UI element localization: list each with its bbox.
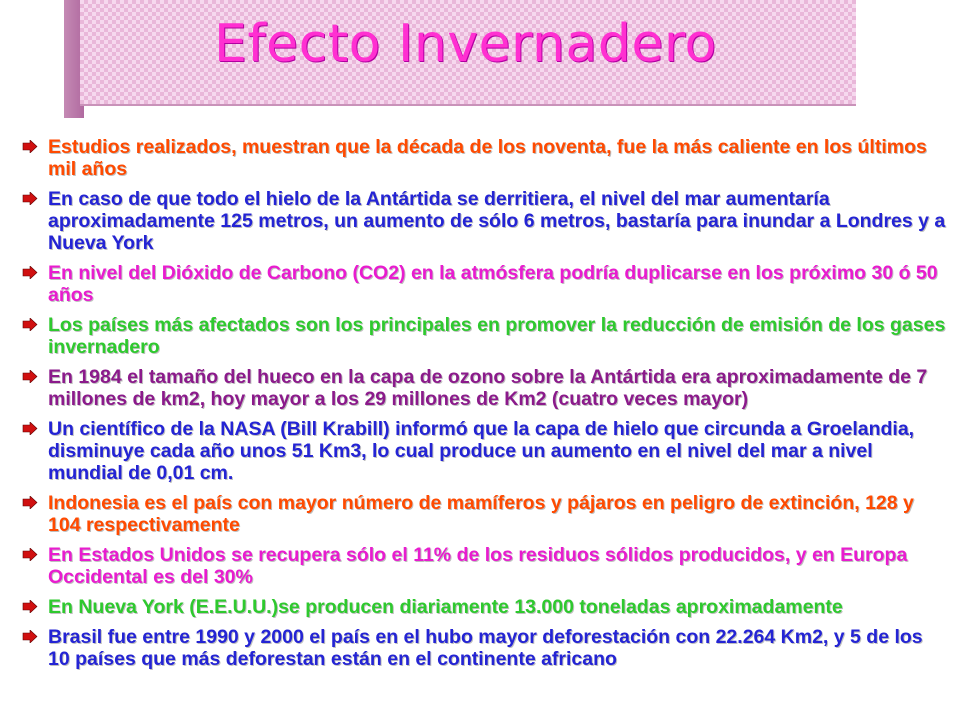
bullet-item xyxy=(22,492,948,536)
title-banner xyxy=(64,0,856,108)
bullet-text: En nivel del Dióxido de Carbono (CO2) en la atmósfera podría duplicarse en los próximo 30 ó 50 años xyxy=(48,262,938,306)
bullet-item xyxy=(22,418,948,484)
page-title: Efecto Invernadero xyxy=(214,14,717,74)
bullet-text: En caso de que todo el hielo de la Antártida se derritiera, el nivel del mar aumentaría aproximadamente 125 metros, un aumento de sólo 6 metros, bastaría para inundar a Londres y a Nueva York xyxy=(48,188,946,254)
bullet-text: Los países más afectados son los principales en promover la reducción de emisión de los gases invernadero xyxy=(48,314,946,358)
arrow-bullet-icon xyxy=(22,630,38,643)
bullet-text: Brasil fue entre 1990 y 2000 el país en el hubo mayor deforestación con 22.264 Km2, y 5 de los 10 países que más deforestan están en el continente africano xyxy=(48,626,923,670)
bullet-text: En Estados Unidos se recupera sólo el 11% de los residuos sólidos producidos, y en Europa Occidental es del 30% xyxy=(48,544,908,588)
bullet-text: Indonesia es el país con mayor número de mamíferos y pájaros en peligro de extinción, 128 y 104 respectivamente xyxy=(48,492,914,536)
bullet-item xyxy=(22,544,948,588)
arrow-bullet-icon xyxy=(22,548,38,561)
bullet-list xyxy=(22,136,948,678)
bullet-text: Estudios realizados, muestran que la década de los noventa, fue la más caliente en los últimos mil años xyxy=(48,136,927,180)
arrow-bullet-icon xyxy=(22,600,38,613)
bullet-text: Un científico de la NASA (Bill Krabill) informó que la capa de hielo que circunda a Groelandia, disminuye cada año unos 51 Km3, lo cual produce un aumento en el nivel del mar a nivel mundial de 0,01 cm. xyxy=(48,418,915,484)
bullet-item xyxy=(22,314,948,358)
bullet-item xyxy=(22,136,948,180)
bullet-item xyxy=(22,626,948,670)
bullet-text: En Nueva York (E.E.U.U.)se producen diariamente 13.000 toneladas aproximadamente xyxy=(48,596,843,618)
bullet-item xyxy=(22,262,948,306)
bullet-item xyxy=(22,188,948,254)
bullet-item xyxy=(22,596,948,618)
bullet-text: En 1984 el tamaño del hueco en la capa de ozono sobre la Antártida era aproximadamente de 7 millones de km2, hoy mayor a los 29 millones de Km2 (cuatro veces mayor) xyxy=(48,366,928,410)
bullet-item xyxy=(22,366,948,410)
arrow-bullet-icon xyxy=(22,192,38,205)
arrow-bullet-icon xyxy=(22,422,38,435)
arrow-bullet-icon xyxy=(22,266,38,279)
arrow-bullet-icon xyxy=(22,140,38,153)
arrow-bullet-icon xyxy=(22,318,38,331)
arrow-bullet-icon xyxy=(22,370,38,383)
arrow-bullet-icon xyxy=(22,496,38,509)
